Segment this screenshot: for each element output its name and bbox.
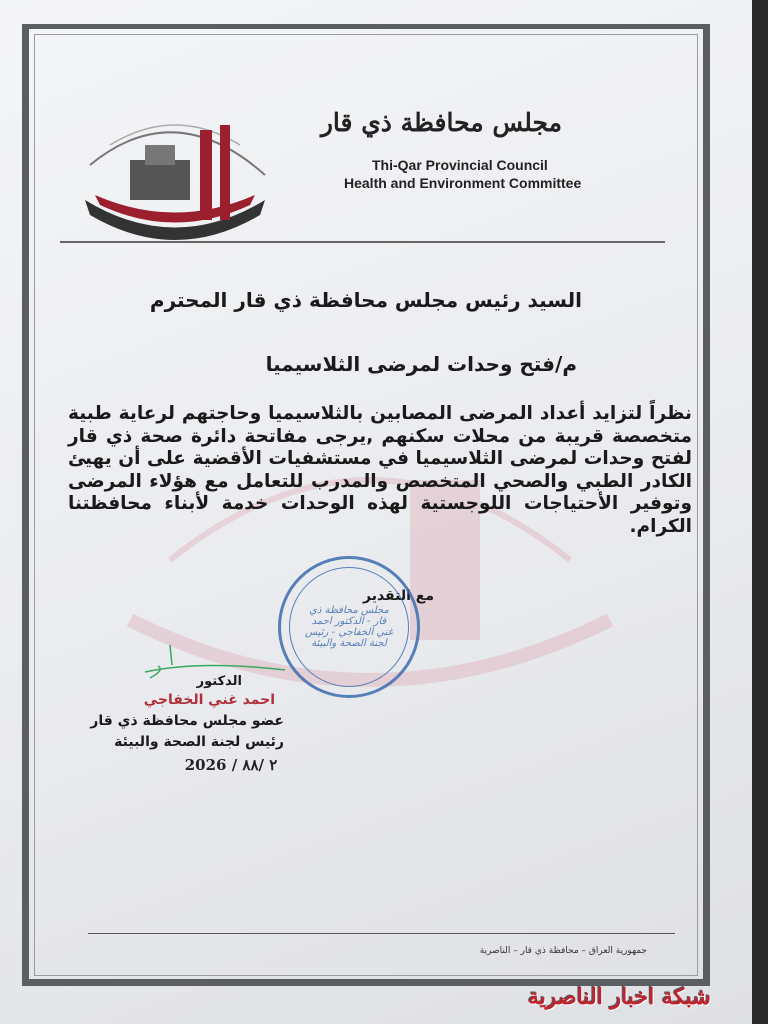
committee-title-en: Health and Environment Committee [344,175,582,191]
closing-regards: مع التقدير [362,588,434,604]
letter-body: نظراً لتزايد أعداد المرضى المصابين بالثلاسيميا وحاجتهم لرعاية طبية متخصصة قريبة من محلات سكنهم ,يرجى مفاتحة دائرة صحة ذي قار لفتح وحدات لمرضى الثلاسيميا في مستشفيات الأقضية على أن يهيئ الكادر الطبي والصحي المتخصص والمدرب للتعامل مع هؤلاء المرضى وتوفير الأحتياجات اللوجستية لهذه الوحدات خدمة لأبناء محافظتنا الكرام. [68,403,692,537]
council-logo-icon [80,105,270,240]
footer-address: جمهورية العراق – محافظة ذي قار – الناصرية [479,946,647,956]
signatory-role-chair: رئيس لجنة الصحة والبيئة [114,734,284,750]
letter-date: 2026 / ٢ /٨٨ [184,756,278,774]
signatory-role-member: عضو مجلس محافظة ذي قار [90,713,284,729]
salutation: السيد رئيس مجلس محافظة ذي قار المحترم [149,288,582,312]
header-divider [60,241,665,243]
official-stamp [278,556,420,698]
council-title-ar: مجلس محافظة ذي قار [320,108,562,137]
news-watermark: شبكة اخبار الناصرية [528,984,711,1010]
subject-line: م/فتح وحدات لمرضى الثلاسيميا [265,352,577,376]
signatory-name: احمد غني الخفاجي [143,692,275,708]
stamp-text: مجلس محافظة ذي قار - الدكتور احمد غني الخفاجي - رئيس لجنة الصحة والبيئة [289,567,409,687]
council-title-en: Thi-Qar Provincial Council [372,157,548,173]
signatory-title: الدكتور [196,674,242,689]
footer-divider [88,933,675,934]
